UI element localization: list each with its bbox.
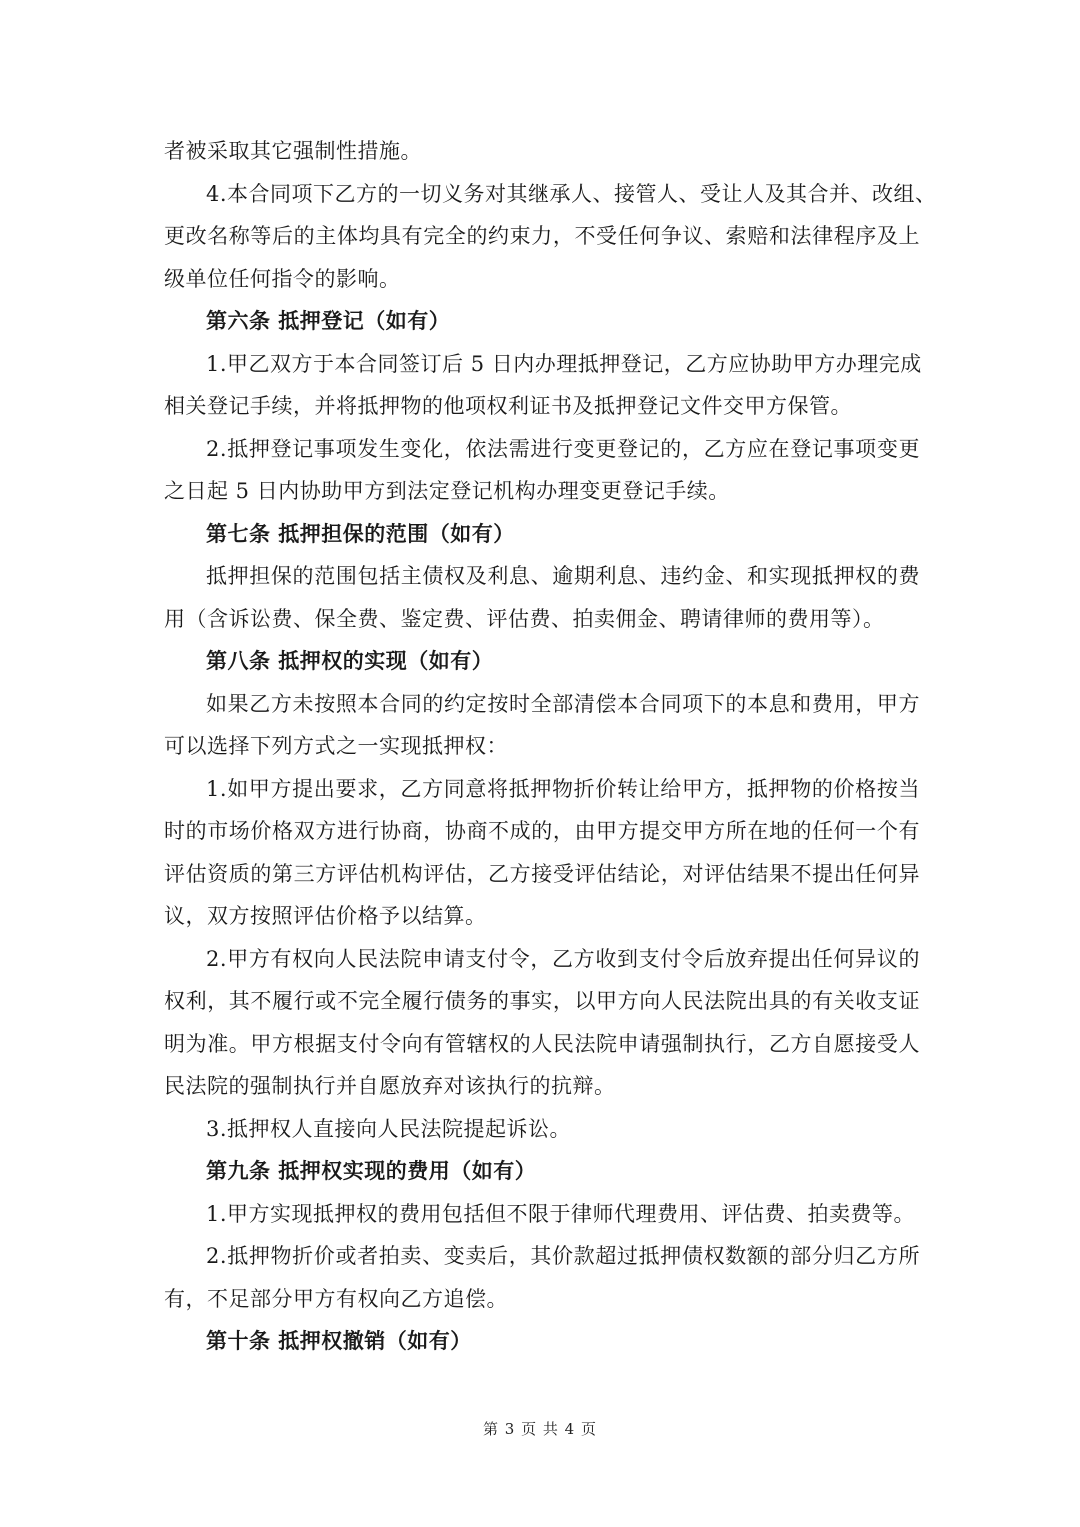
text-line: 级单位任何指令的影响。 — [164, 266, 401, 291]
text-line: 者被采取其它强制性措施。 — [164, 139, 422, 163]
section-heading: 第八条 抵押权的实现（如有） — [206, 648, 494, 673]
text-line: 更改名称等后的主体均具有完全的约束力，不受任何争议、索赔和法律程序及上 — [164, 224, 920, 248]
text-line: 2.甲方有权向人民法院申请支付令，乙方收到支付令后放弃提出任何异议的 — [206, 946, 920, 971]
text-line: 抵押担保的范围包括主债权及利息、逾期利息、违约金、和实现抵押权的费 — [206, 564, 920, 588]
text-line: 2.抵押物折价或者拍卖、变卖后，其价款超过抵押债权数额的部分归乙方所 — [206, 1244, 920, 1268]
text-line: 可以选择下列方式之一实现抵押权： — [164, 734, 508, 758]
text-line: 相关登记手续，并将抵押物的他项权利证书及抵押登记文件交甲方保管。 — [164, 394, 852, 418]
text-line: 议，双方按照评估价格予以结算。 — [164, 904, 487, 928]
text-line: 1.如甲方提出要求，乙方同意将抵押物折价转让给甲方，抵押物的价格按当 — [206, 776, 920, 801]
text-line: 4.本合同项下乙方的一切义务对其继承人、接管人、受让人及其合并、改组、 — [206, 181, 937, 206]
text-line: 之日起 5 日内协助甲方到法定登记机构办理变更登记手续。 — [164, 479, 730, 503]
text-line: 1.甲乙双方于本合同签订后 5 日内办理抵押登记，乙方应协助甲方办理完成 — [206, 351, 922, 376]
text-line: 有，不足部分甲方有权向乙方追偿。 — [164, 1286, 508, 1311]
section-heading: 第十条 抵押权撤销（如有） — [206, 1328, 472, 1353]
text-line: 权利，其不履行或不完全履行债务的事实，以甲方向人民法院出具的有关收支证 — [164, 989, 920, 1013]
text-line: 1.甲方实现抵押权的费用包括但不限于律师代理费用、评估费、拍卖费等。 — [206, 1201, 916, 1226]
section-heading: 第六条 抵押登记（如有） — [206, 308, 451, 333]
section-heading: 第九条 抵押权实现的费用（如有） — [206, 1158, 537, 1183]
text-line: 如果乙方未按照本合同的约定按时全部清偿本合同项下的本息和费用，甲方 — [206, 691, 920, 716]
text-line: 评估资质的第三方评估机构评估，乙方接受评估结论，对评估结果不提出任何异 — [164, 861, 920, 886]
document-body — [164, 130, 937, 1363]
page-number-footer: 第 3 页 共 4 页 — [483, 1420, 597, 1438]
text-line: 用（含诉讼费、保全费、鉴定费、评估费、拍卖佣金、聘请律师的费用等）。 — [164, 606, 885, 631]
text-line: 3.抵押权人直接向人民法院提起诉讼。 — [206, 1116, 572, 1141]
text-line: 明为准。甲方根据支付令向有管辖权的人民法院申请强制执行，乙方自愿接受人 — [164, 1031, 920, 1056]
text-line: 民法院的强制执行并自愿放弃对该执行的抗辩。 — [164, 1074, 616, 1098]
text-line: 2.抵押登记事项发生变化，依法需进行变更登记的，乙方应在登记事项变更 — [206, 436, 920, 461]
text-line: 时的市场价格双方进行协商，协商不成的，由甲方提交甲方所在地的任何一个有 — [164, 819, 920, 843]
section-heading: 第七条 抵押担保的范围（如有） — [206, 520, 515, 546]
